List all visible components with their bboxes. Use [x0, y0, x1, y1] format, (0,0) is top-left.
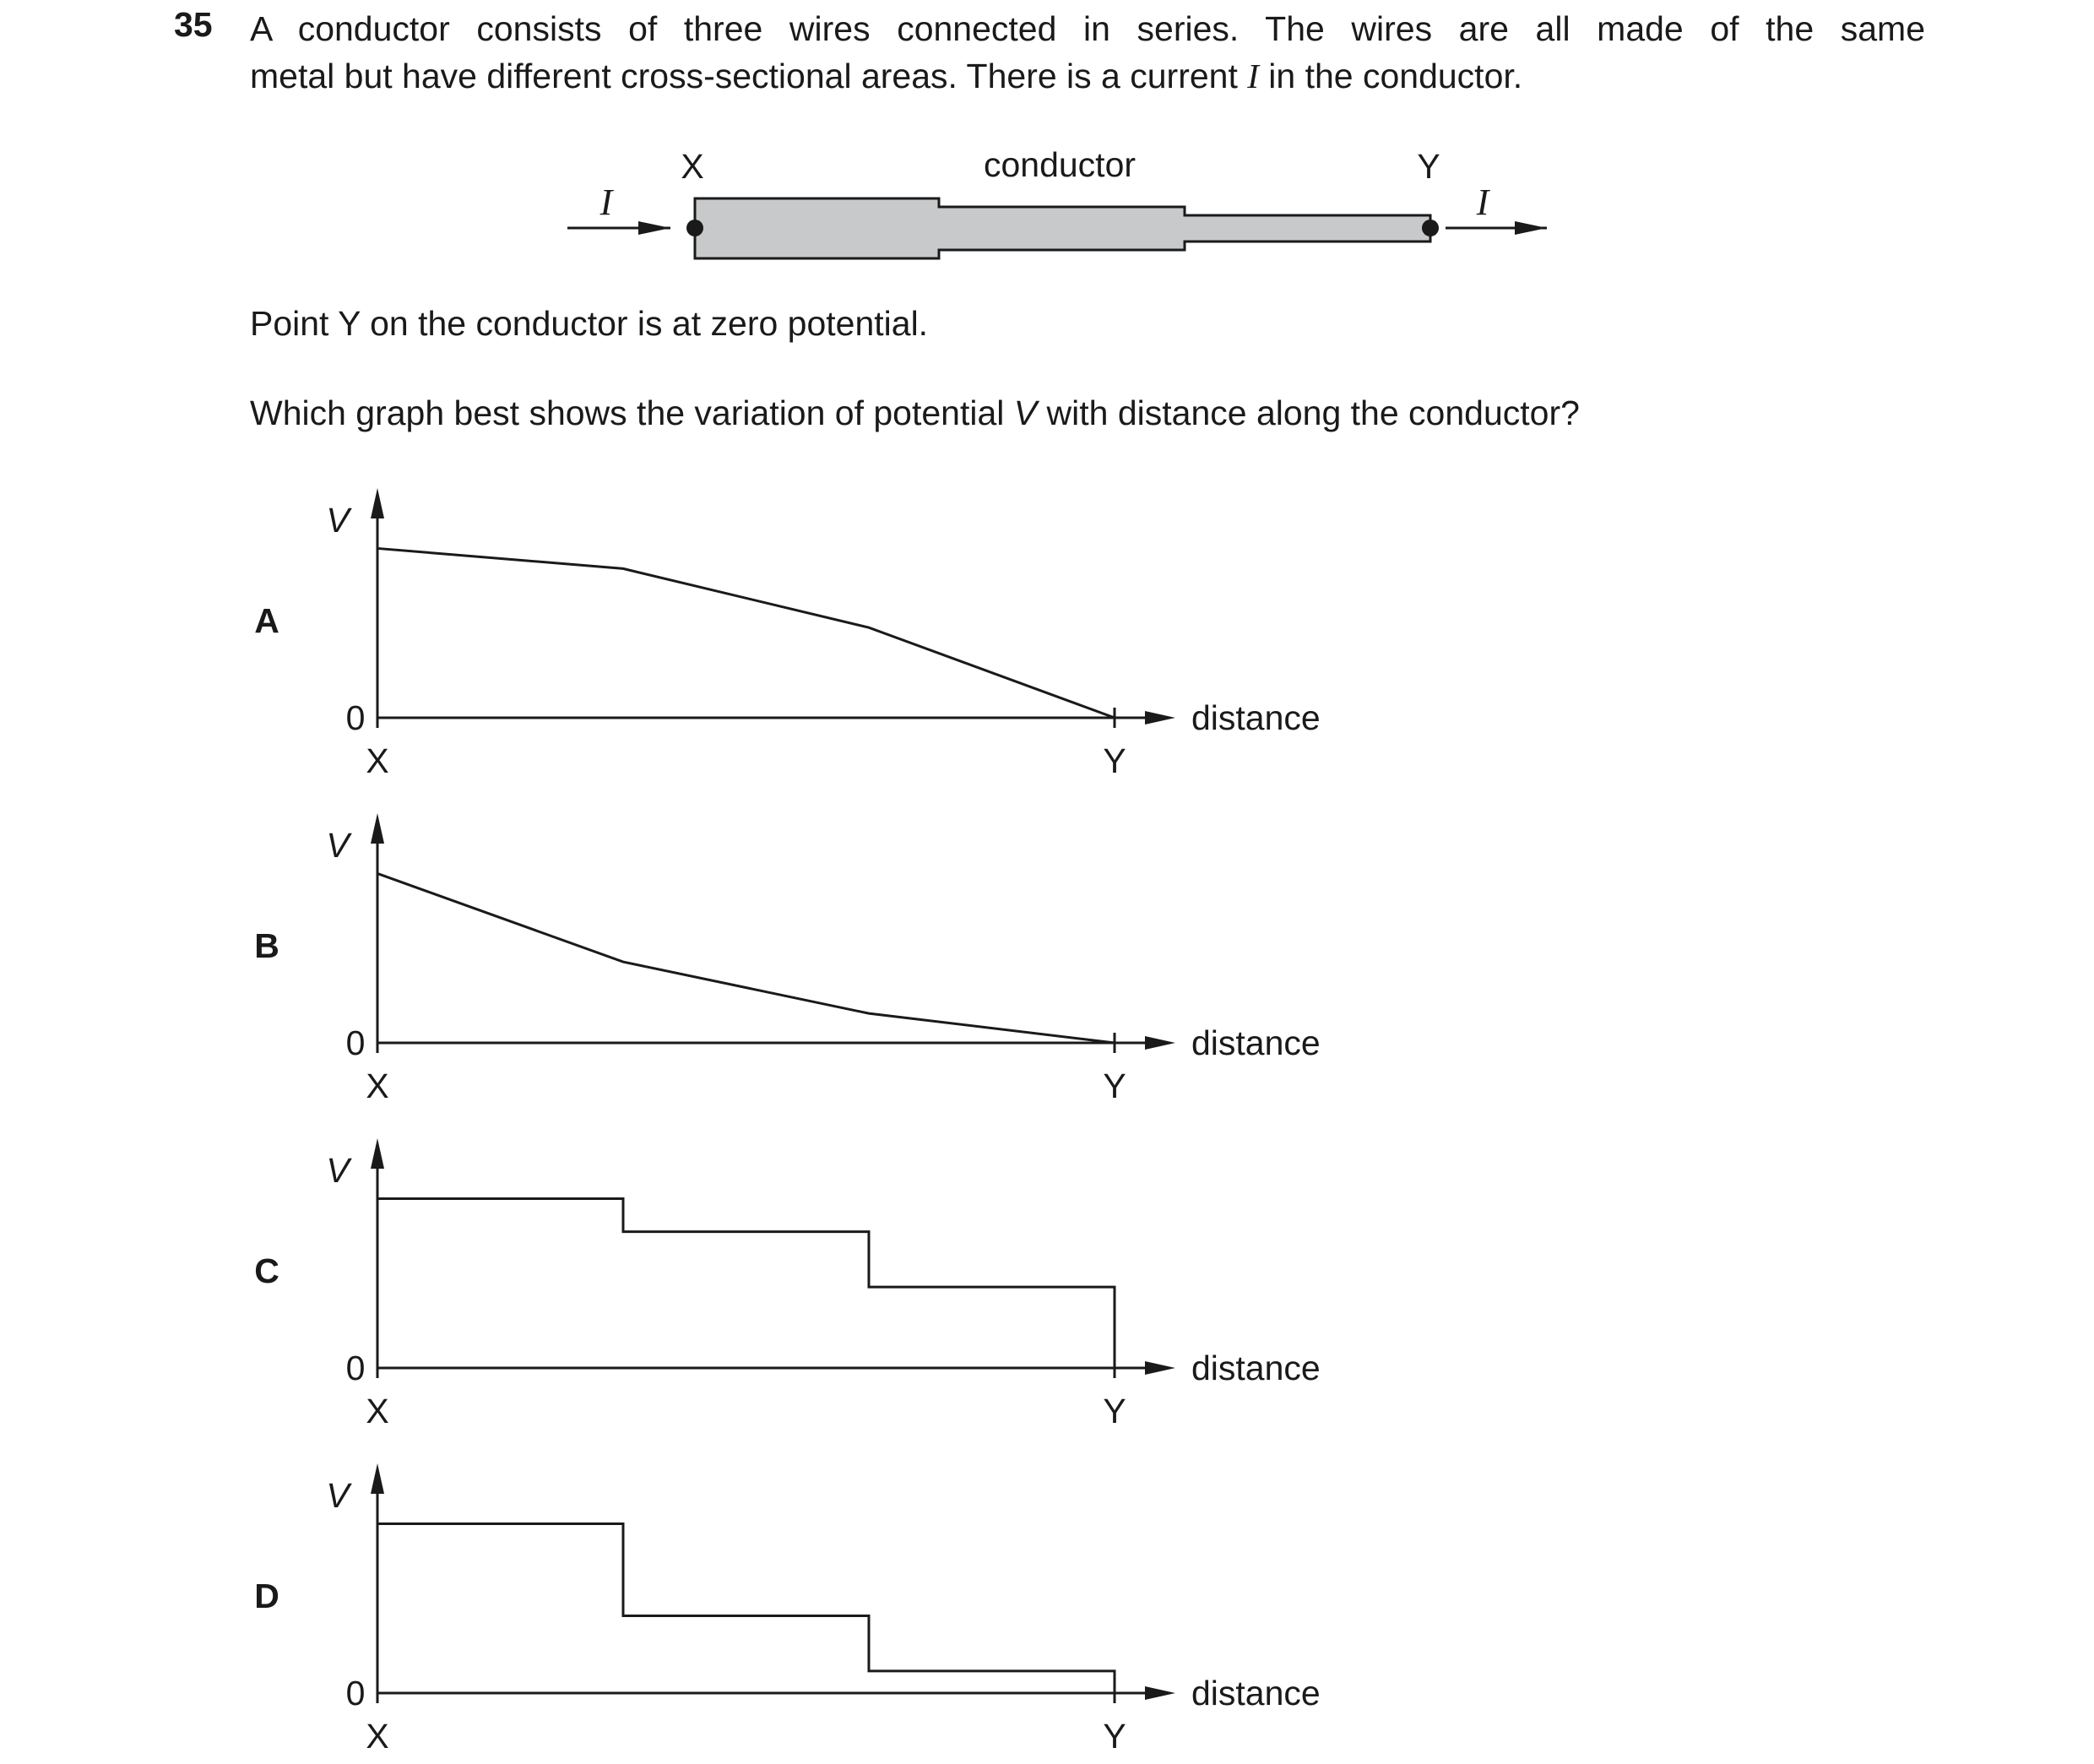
- graph-a: [254, 488, 1321, 780]
- end-label-y: Y: [1103, 1392, 1126, 1430]
- option-letter: D: [254, 1577, 279, 1615]
- x-axis-label: distance: [1191, 1674, 1321, 1712]
- potential-curve: [377, 873, 1115, 1043]
- y-axis-arrowhead: [371, 488, 384, 518]
- x-axis-arrowhead: [1145, 1361, 1175, 1375]
- y-axis-arrowhead: [371, 813, 384, 844]
- prompt-text: Which graph best shows the variation of potential: [250, 394, 1014, 432]
- conductor-diagram: [567, 145, 1547, 258]
- stem-text: metal but have different cross-sectional areas. There is a current: [250, 57, 1248, 95]
- question-number: 35: [174, 5, 213, 44]
- terminal-x-dot: [686, 220, 703, 236]
- option-letter: B: [254, 926, 279, 965]
- end-label-y: Y: [1103, 741, 1126, 780]
- diagram-current-out-label: I: [1476, 182, 1489, 223]
- diagram-label-x: X: [681, 147, 704, 186]
- potential-symbol: V: [1013, 394, 1038, 432]
- x-axis-arrowhead: [1145, 711, 1175, 725]
- conductor-shape: [695, 198, 1430, 258]
- start-label-x: X: [366, 1067, 389, 1105]
- graph-d: [254, 1463, 1321, 1756]
- diagram-current-in-label: I: [599, 182, 613, 223]
- origin-label: 0: [345, 698, 366, 737]
- current-symbol: I: [1247, 57, 1259, 95]
- y-axis-arrowhead: [371, 1463, 384, 1494]
- stem-text-end: in the conductor.: [1258, 57, 1523, 95]
- y-axis-label: V: [326, 501, 350, 540]
- diagram-label-conductor: conductor: [983, 145, 1137, 184]
- origin-label: 0: [345, 1349, 366, 1387]
- y-axis-arrowhead: [371, 1138, 384, 1169]
- start-label-x: X: [366, 741, 389, 780]
- potential-curve: [377, 548, 1115, 718]
- potential-curve: [377, 1198, 1115, 1368]
- origin-label: 0: [345, 1023, 366, 1062]
- y-axis-label: V: [326, 1151, 350, 1190]
- start-label-x: X: [366, 1717, 389, 1756]
- end-label-y: Y: [1103, 1717, 1126, 1756]
- graph-b: [254, 813, 1321, 1105]
- stem-line-1: A conductor consists of three wires connected in series. The wires are all made of the same: [250, 9, 1925, 48]
- x-axis-label: distance: [1191, 1349, 1321, 1387]
- x-axis-arrowhead: [1145, 1686, 1175, 1700]
- option-letter: C: [254, 1251, 279, 1290]
- terminal-y-dot: [1422, 220, 1439, 236]
- x-axis-label: distance: [1191, 698, 1321, 737]
- end-label-y: Y: [1103, 1067, 1126, 1105]
- x-axis-arrowhead: [1145, 1036, 1175, 1050]
- origin-label: 0: [345, 1674, 366, 1712]
- start-label-x: X: [366, 1392, 389, 1430]
- y-axis-label: V: [326, 1476, 350, 1515]
- answer-graphs: [254, 488, 1321, 1756]
- diagram-label-y: Y: [1417, 147, 1440, 186]
- prompt-text-end: with distance along the conductor?: [1037, 394, 1580, 432]
- option-letter: A: [254, 601, 279, 640]
- x-axis-label: distance: [1191, 1023, 1321, 1062]
- potential-curve: [377, 1523, 1115, 1693]
- y-axis-label: V: [326, 826, 350, 865]
- graph-c: [254, 1138, 1321, 1430]
- zero-potential-statement: Point Y on the conductor is at zero potential.: [250, 304, 929, 343]
